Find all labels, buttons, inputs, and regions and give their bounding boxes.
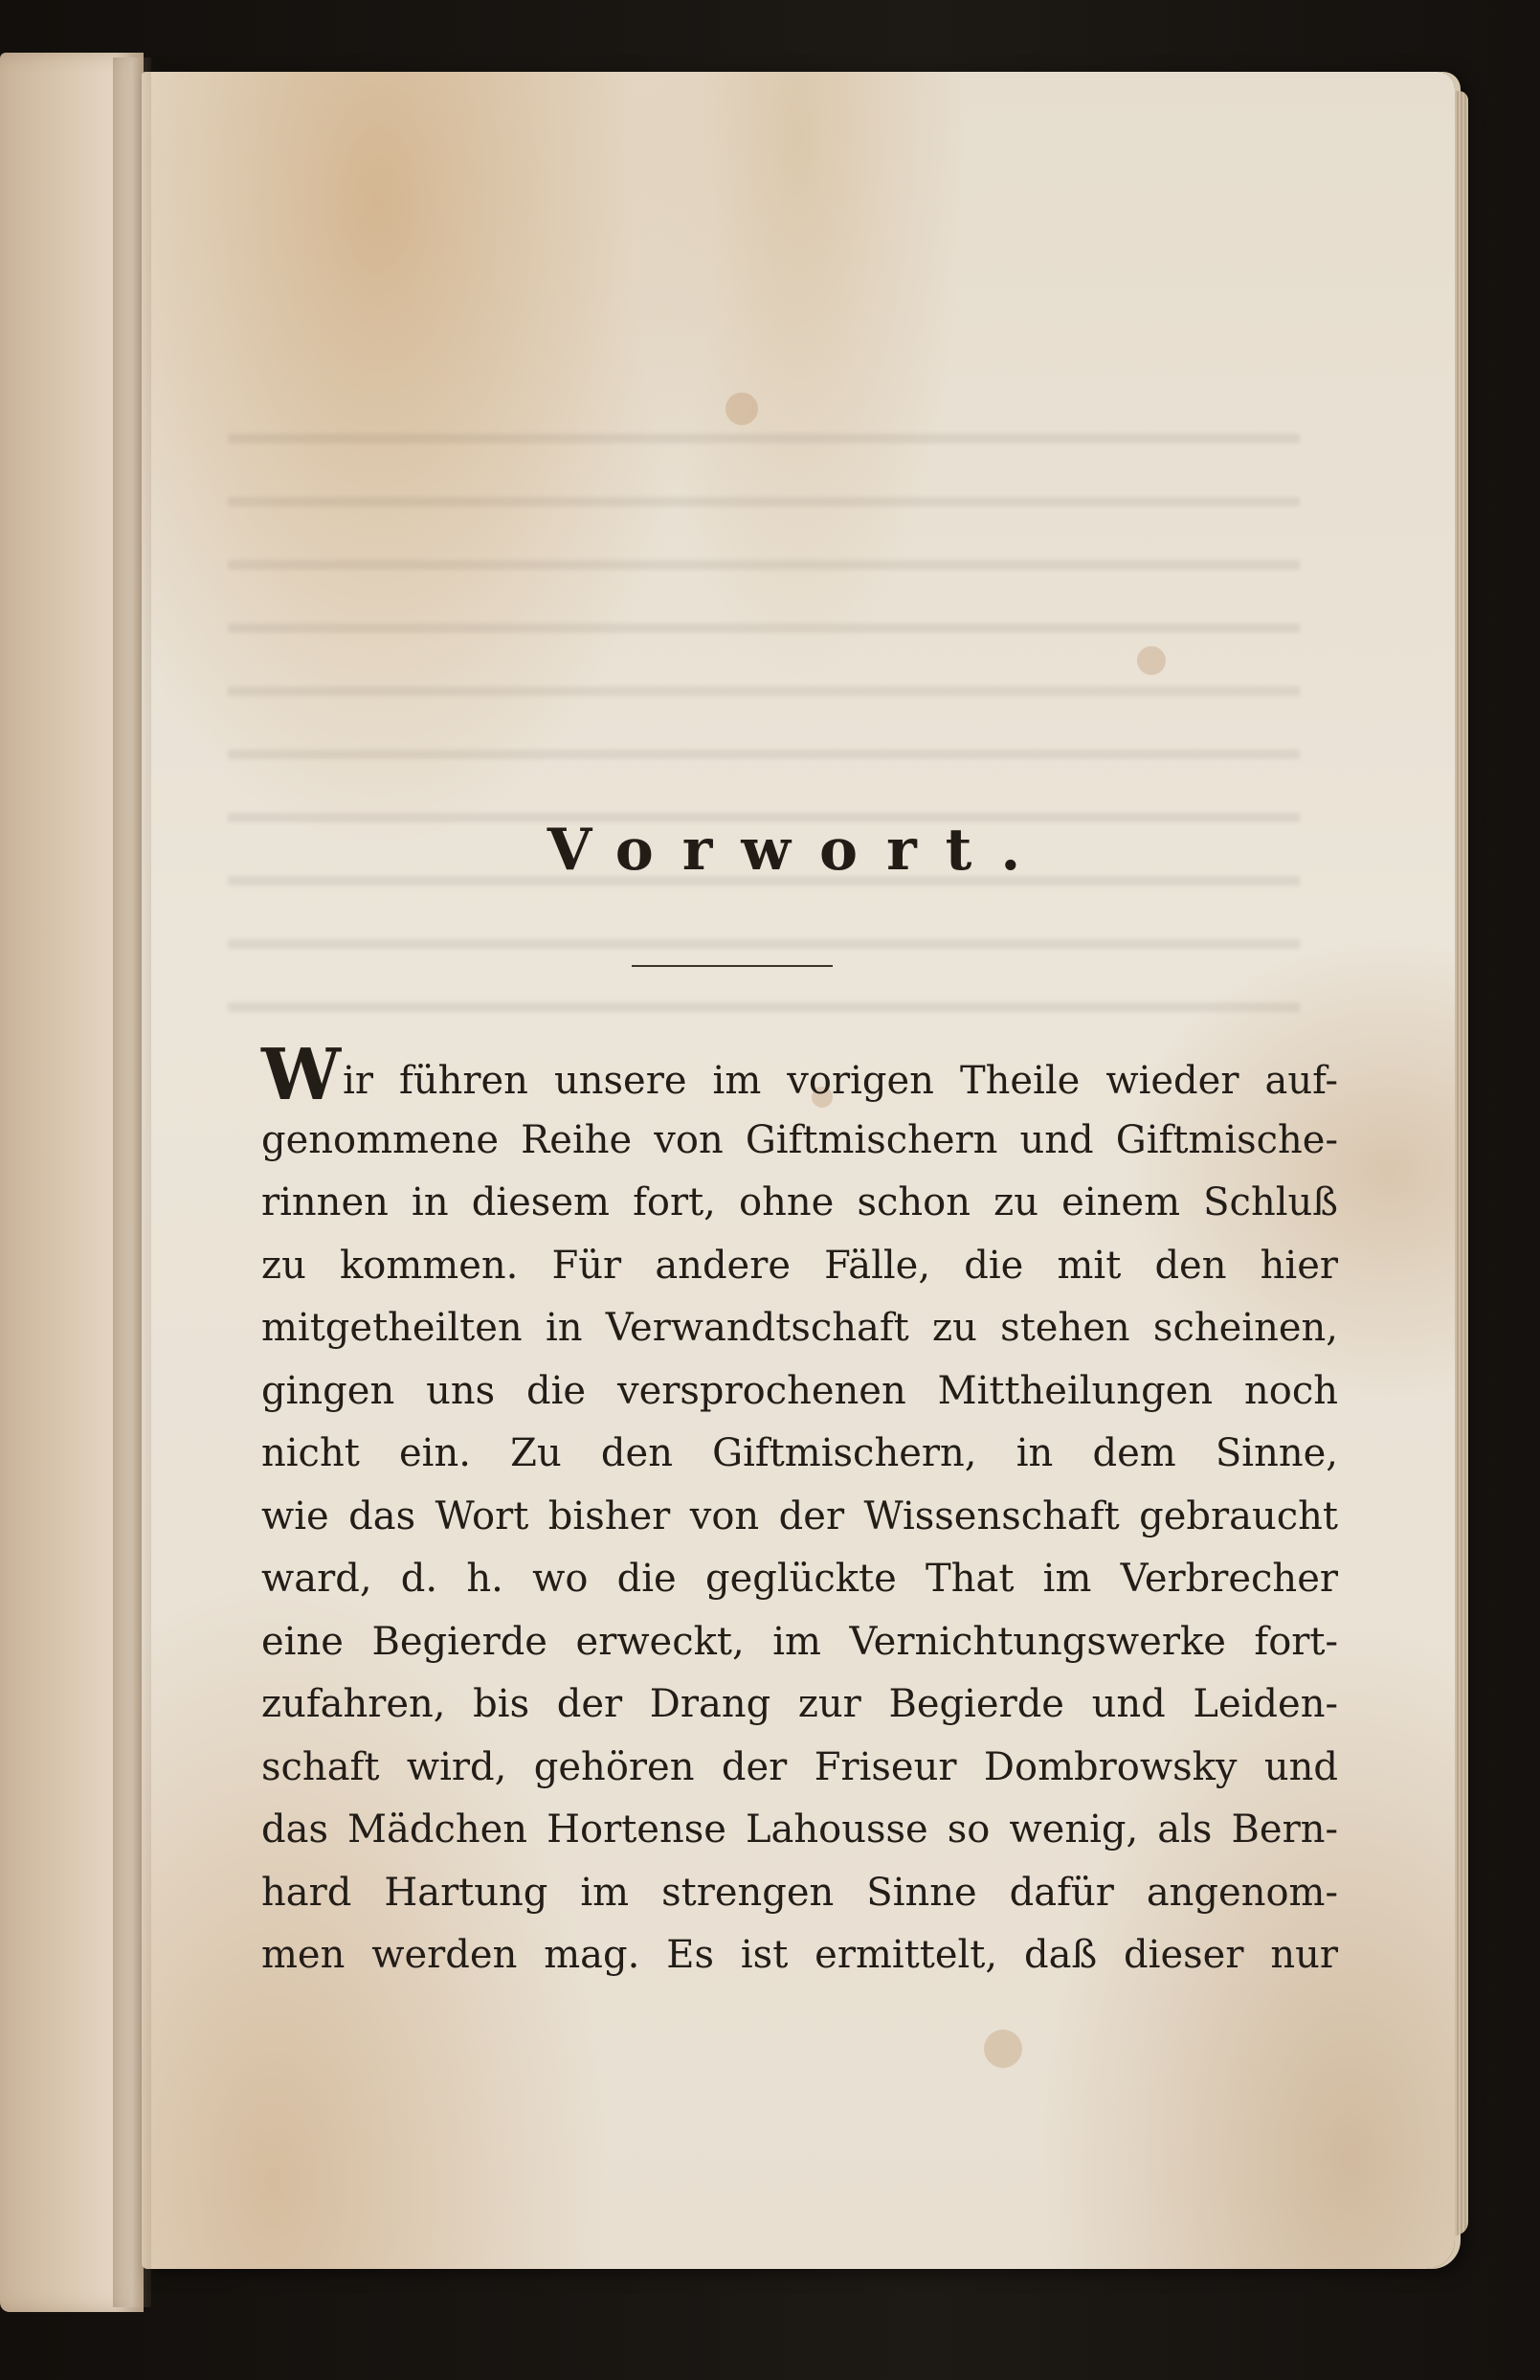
page-stack-edge bbox=[1455, 91, 1468, 2235]
text-line-2: genommene Reihe von Giftmischern und Giftmische- bbox=[261, 1117, 1338, 1162]
text-line-9: ward, d. h. wo die geglückte That im Verbrecher bbox=[261, 1557, 1338, 1601]
title-rule bbox=[632, 965, 833, 967]
text-line-4: zu kommen. Für andere Fälle, die mit den hier bbox=[261, 1243, 1338, 1288]
text-line-8: wie das Wort bisher von der Wissenschaft gebraucht bbox=[261, 1493, 1338, 1538]
text-line-3: rinnen in diesem fort, ohne schon zu einem Schluß bbox=[261, 1180, 1338, 1224]
book-page bbox=[142, 72, 1455, 2269]
book-gutter bbox=[113, 57, 151, 2307]
text-line-7: nicht ein. Zu den Giftmischern, in dem Sinne, bbox=[261, 1431, 1338, 1475]
text-line-10: eine Begierde erweckt, im Vernichtungswerke fort- bbox=[261, 1619, 1338, 1664]
text-line-1 bbox=[261, 1034, 1338, 1116]
drop-cap: W bbox=[261, 1034, 342, 1116]
text-line-5: mitgetheilten in Verwandtschaft zu stehen scheinen, bbox=[261, 1306, 1338, 1350]
text-line-11: zufahren, bis der Drang zur Begierde und Leiden- bbox=[261, 1682, 1338, 1726]
text-line-6: gingen uns die versprochenen Mittheilungen noch bbox=[261, 1368, 1338, 1413]
text-line-15: men werden mag. Es ist ermittelt, daß dieser nur bbox=[261, 1933, 1338, 1977]
page-title: Vorwort. bbox=[547, 817, 1050, 884]
text-line-13: das Mädchen Hortense Lahousse so wenig, als Bern- bbox=[261, 1807, 1338, 1852]
foxing-spot bbox=[1137, 646, 1166, 675]
foxing-spot bbox=[725, 393, 758, 425]
show-through bbox=[228, 388, 1300, 1058]
foxing-spot bbox=[984, 2030, 1022, 2068]
body-text bbox=[261, 1034, 1338, 1987]
text-line-14: hard Hartung im strengen Sinne dafür angenom- bbox=[261, 1870, 1338, 1915]
text-line-1-rest: ir führen unsere im vorigen Theile wieder auf- bbox=[343, 1059, 1338, 1103]
text-line-12: schaft wird, gehören der Friseur Dombrowsky und bbox=[261, 1744, 1338, 1789]
